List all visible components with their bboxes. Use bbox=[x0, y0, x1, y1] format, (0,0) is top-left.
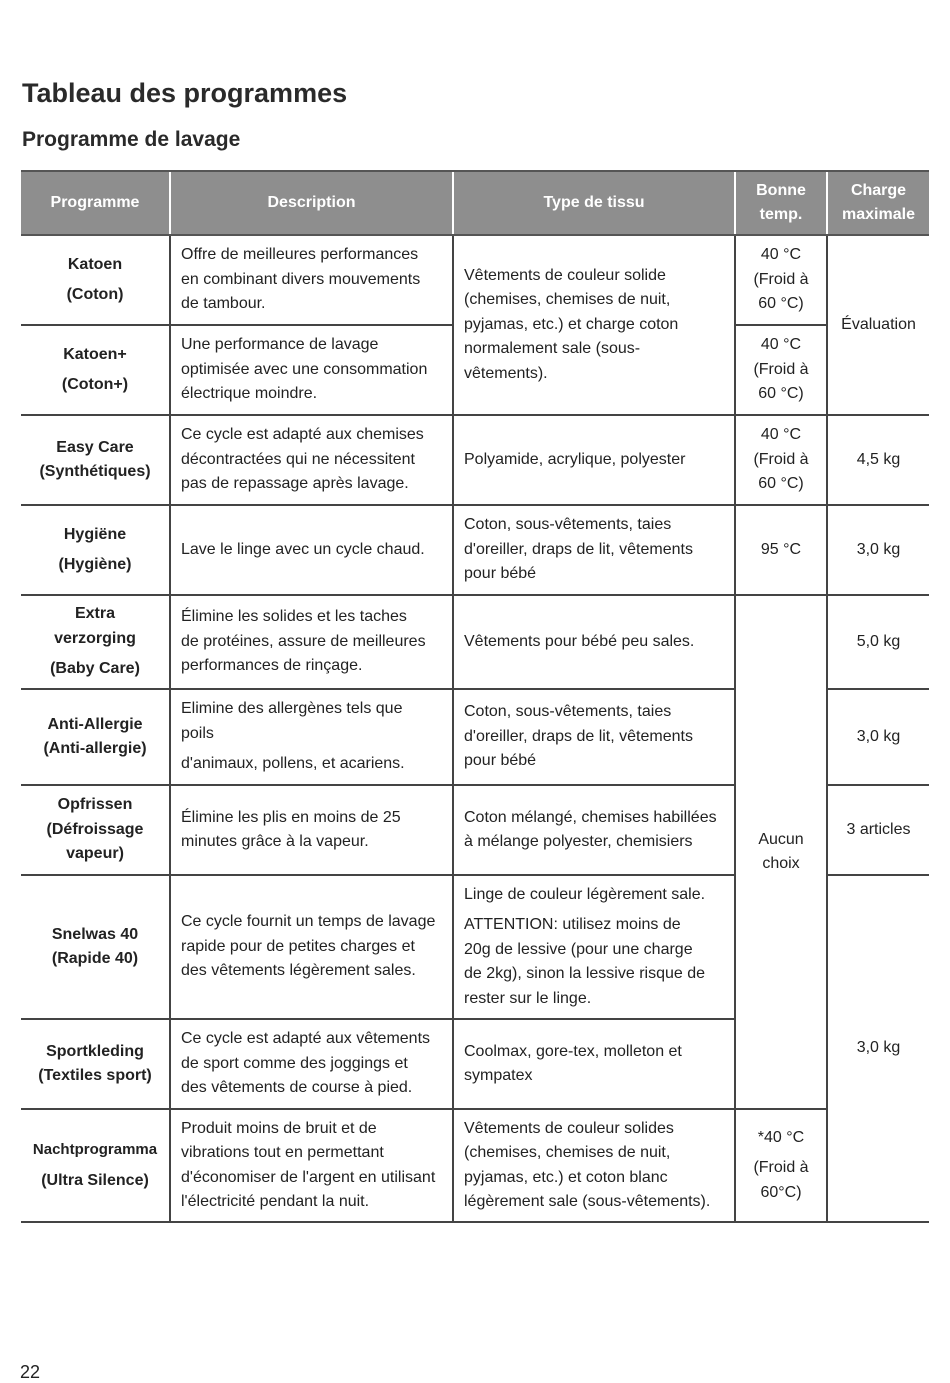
description-line: de tambour. bbox=[181, 295, 266, 313]
fabric-line: d'oreiller, draps de lit, vêtements bbox=[464, 727, 693, 745]
fabric-line: normalement sale (sous- bbox=[464, 340, 641, 358]
fabric-line: Coton mélangé, chemises habillées bbox=[464, 808, 717, 826]
description-cell bbox=[170, 235, 453, 325]
description-cell bbox=[170, 415, 453, 505]
programme-name: Extra bbox=[74, 605, 116, 623]
programme-subname: (Ultra Silence) bbox=[41, 1171, 149, 1189]
description-cell bbox=[170, 689, 453, 785]
header-programme: Programme bbox=[21, 171, 170, 235]
description-line: Ce cycle fournit un temps de lavage bbox=[181, 913, 436, 931]
temp-line: (Froid à bbox=[753, 450, 809, 468]
description-line: Produit moins de bruit et de bbox=[181, 1119, 377, 1137]
description-cell bbox=[170, 1109, 453, 1222]
temp-line: *40 °C bbox=[757, 1128, 805, 1146]
temp-line: choix bbox=[762, 855, 800, 872]
fabric-line: Coton, sous-vêtements, taies bbox=[464, 703, 672, 721]
load-cell: 5,0 kg bbox=[827, 595, 929, 689]
programme-cell bbox=[21, 595, 170, 689]
description-line: Lave le linge avec un cycle chaud. bbox=[181, 540, 425, 558]
temp-line: 60 °C) bbox=[758, 475, 804, 493]
description-line: l'électricité pendant la nuit. bbox=[181, 1193, 370, 1210]
fabric-line: (chemises, chemises de nuit, bbox=[464, 1144, 671, 1161]
description-cell bbox=[170, 875, 453, 1019]
fabric-line: pour bébé bbox=[464, 752, 537, 770]
fabric-line: sympatex bbox=[464, 1067, 533, 1084]
fabric-line: (chemises, chemises de nuit, bbox=[464, 291, 671, 309]
table-row-easy-care bbox=[21, 415, 929, 505]
temp-line: 60 °C) bbox=[758, 385, 804, 403]
programme-name: verzorging bbox=[54, 629, 136, 647]
header-description: Description bbox=[170, 171, 453, 235]
fabric-line: d'oreiller, draps de lit, vêtements bbox=[464, 540, 693, 558]
temp-line: Aucun bbox=[758, 830, 804, 848]
section-title: Programme de lavage bbox=[22, 128, 241, 151]
description-line: performances de rinçage. bbox=[181, 657, 363, 675]
programme-cell bbox=[21, 415, 170, 505]
fabric-line: Coton, sous-vêtements, taies bbox=[464, 516, 672, 534]
description-cell bbox=[170, 785, 453, 875]
description-cell bbox=[170, 505, 453, 595]
description-line: Ce cycle est adapté aux chemises bbox=[181, 426, 424, 444]
programme-name: Hygiëne bbox=[63, 525, 127, 543]
description-cell bbox=[170, 325, 453, 415]
programme-subname: vapeur) bbox=[66, 845, 124, 863]
description-line: en combinant divers mouvements bbox=[181, 270, 421, 288]
fabric-line: pour bébé bbox=[464, 565, 537, 583]
fabric-line: pyjamas, etc.) et coton blanc bbox=[464, 1168, 668, 1186]
temp-line: (Froid à bbox=[753, 360, 809, 378]
fabric-line: à mélange polyester, chemisiers bbox=[464, 833, 693, 850]
temp-cell bbox=[735, 595, 827, 1109]
header-fabric: Type de tissu bbox=[453, 171, 735, 235]
description-line: Ce cycle est adapté aux vêtements bbox=[181, 1030, 431, 1048]
programme-cell bbox=[21, 785, 170, 875]
description-line: Élimine les plis en moins de 25 bbox=[181, 808, 401, 826]
temp-line: 60°C) bbox=[760, 1183, 802, 1201]
programme-subname: (Textiles sport) bbox=[38, 1067, 152, 1084]
programme-name: Katoen+ bbox=[63, 345, 127, 363]
fabric-warning-line: ATTENTION: utilisez moins de bbox=[464, 916, 681, 934]
description-line: vibrations tout en permettant bbox=[181, 1144, 384, 1161]
fabric-cell bbox=[453, 595, 735, 689]
table-row-hygiene bbox=[21, 505, 929, 595]
temp-cell: 95 °C bbox=[735, 505, 827, 595]
table-row-nachtprogramma bbox=[21, 1109, 929, 1222]
page-number: 22 bbox=[20, 1362, 41, 1382]
programme-name: Opfrissen bbox=[57, 796, 133, 814]
load-cell: 4,5 kg bbox=[827, 415, 929, 505]
description-line: optimisée avec une consommation bbox=[181, 360, 428, 378]
fabric-cell bbox=[453, 1019, 735, 1109]
load-cell: 3,0 kg bbox=[827, 505, 929, 595]
description-line: poils bbox=[181, 724, 214, 742]
programme-cell bbox=[21, 875, 170, 1019]
programme-name: Nachtprogramma bbox=[32, 1141, 158, 1158]
programme-cell bbox=[21, 325, 170, 415]
programme-name: Snelwas 40 bbox=[51, 925, 139, 943]
header-load bbox=[827, 171, 929, 235]
programme-name: Easy Care bbox=[56, 438, 134, 456]
temp-line: 40 °C bbox=[760, 426, 802, 444]
temp-cell bbox=[735, 1109, 827, 1222]
programme-cell bbox=[21, 689, 170, 785]
description-line: électrique moindre. bbox=[181, 385, 318, 403]
description-cell bbox=[170, 595, 453, 689]
description-cell bbox=[170, 1019, 453, 1109]
programme-subname: (Coton+) bbox=[61, 376, 129, 393]
temp-line: 40 °C bbox=[760, 246, 802, 264]
description-line: rapide pour de petites charges et bbox=[181, 937, 415, 955]
description-line: d'animaux, pollens, et acariens. bbox=[181, 755, 405, 773]
fabric-line: pyjamas, etc.) et charge coton bbox=[464, 315, 679, 333]
programme-name: Sportkleding bbox=[46, 1042, 144, 1060]
temp-cell bbox=[735, 235, 827, 325]
fabric-cell bbox=[453, 505, 735, 595]
header-temp bbox=[735, 171, 827, 235]
table-row-katoen bbox=[21, 235, 929, 325]
programme-subname: (Synthétiques) bbox=[39, 463, 151, 480]
fabric-warning-line: 20g de lessive (pour une charge bbox=[464, 940, 693, 958]
temp-line: (Froid à bbox=[753, 1159, 809, 1177]
programme-name: Anti-Allergie bbox=[47, 715, 143, 733]
description-line: Une performance de lavage bbox=[181, 336, 379, 354]
description-line: pas de repassage après lavage. bbox=[181, 475, 409, 493]
programme-subname: (Coton) bbox=[66, 286, 124, 303]
programme-cell bbox=[21, 1019, 170, 1109]
fabric-warning-line: de 2kg), sinon la lessive risque de bbox=[464, 965, 706, 983]
fabric-line: légèrement sale (sous-vêtements). bbox=[464, 1193, 711, 1210]
temp-cell bbox=[735, 325, 827, 415]
description-line: des vêtements de course à pied. bbox=[181, 1079, 413, 1097]
fabric-warning-line: rester sur le linge. bbox=[464, 989, 592, 1007]
fabric-cell bbox=[453, 875, 735, 1019]
description-line: Élimine les solides et les taches bbox=[181, 608, 407, 626]
description-line: Offre de meilleures performances bbox=[181, 246, 419, 264]
load-cell: 3,0 kg bbox=[827, 689, 929, 785]
header-load-line: maximale bbox=[842, 206, 915, 223]
programme-subname: (Hygiène) bbox=[58, 556, 132, 573]
temp-line: 60 °C) bbox=[758, 295, 804, 313]
fabric-cell bbox=[453, 689, 735, 785]
programme-subname: (Baby Care) bbox=[50, 660, 140, 678]
fabric-line: Polyamide, acrylique, polyester bbox=[464, 450, 686, 468]
programme-subname: (Rapide 40) bbox=[51, 950, 139, 967]
description-line: décontractées qui ne nécessitent bbox=[181, 450, 415, 468]
fabric-line: Coolmax, gore-tex, molleton et bbox=[464, 1042, 682, 1060]
description-line: de sport comme des joggings et bbox=[181, 1054, 408, 1072]
fabric-cell bbox=[453, 235, 735, 415]
programme-name: Katoen bbox=[67, 255, 123, 273]
temp-cell bbox=[735, 415, 827, 505]
programme-cell bbox=[21, 1109, 170, 1222]
header-temp-line: Bonne bbox=[756, 182, 806, 199]
table-header-row bbox=[21, 171, 929, 235]
table-row-baby-care bbox=[21, 595, 929, 689]
temp-line: (Froid à bbox=[753, 270, 809, 288]
description-line: d'économiser de l'argent en utilisant bbox=[181, 1168, 436, 1186]
fabric-line: Linge de couleur légèrement sale. bbox=[464, 885, 706, 903]
programme-cell bbox=[21, 235, 170, 325]
fabric-line: Vêtements pour bébé peu sales. bbox=[464, 632, 695, 650]
fabric-line: Vêtements de couleur solide bbox=[464, 266, 666, 284]
page-title: Tableau des programmes bbox=[22, 78, 348, 108]
description-line: des vêtements légèrement sales. bbox=[181, 962, 416, 980]
temp-line: 40 °C bbox=[760, 336, 802, 354]
header-temp-line: temp. bbox=[759, 206, 803, 223]
description-line: de protéines, assure de meilleures bbox=[181, 632, 426, 650]
load-cell: Évaluation bbox=[827, 235, 929, 415]
programme-subname: (Défroissage bbox=[46, 820, 144, 838]
programme-cell bbox=[21, 505, 170, 595]
description-line: minutes grâce à la vapeur. bbox=[181, 833, 369, 850]
load-cell: 3,0 kg bbox=[827, 875, 929, 1222]
fabric-cell bbox=[453, 415, 735, 505]
fabric-line: vêtements). bbox=[464, 364, 548, 382]
fabric-cell bbox=[453, 785, 735, 875]
fabric-line: Vêtements de couleur solides bbox=[464, 1119, 674, 1137]
load-cell: 3 articles bbox=[827, 785, 929, 875]
programs-table bbox=[21, 170, 929, 1223]
header-load-line: Charge bbox=[850, 182, 907, 199]
description-line: Elimine des allergènes tels que bbox=[181, 700, 403, 718]
programme-subname: (Anti-allergie) bbox=[43, 740, 147, 757]
fabric-cell bbox=[453, 1109, 735, 1222]
